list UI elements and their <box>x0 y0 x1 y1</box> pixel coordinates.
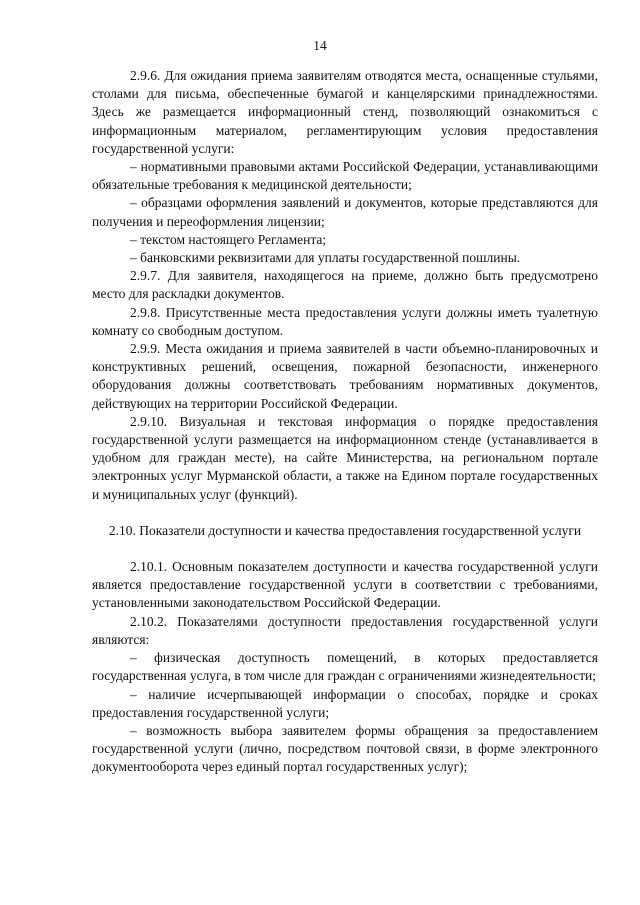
list-item-information-availability: – наличие исчерпывающей информации о способах, порядке и сроках предоставления государственной услуги; <box>92 686 598 720</box>
spacer <box>92 540 598 558</box>
paragraph-2-10-1: 2.10.1. Основным показателем доступности и качества государственной услуги является предоставление государственной услуги в соответствии с требованиями, установленными законодательством Российской Федерации. <box>92 559 598 611</box>
list-item-physical-accessibility: – физическая доступность помещений, в которых предоставляется государственная услуга, в том числе для граждан с ограничениями жизнедеятельности; <box>92 650 598 684</box>
paragraph-2-9-8: 2.9.8. Присутственные места предоставления услуги должны иметь туалетную комнату со свободным доступом. <box>92 304 598 338</box>
document-body <box>92 67 598 777</box>
list-item-application-form-choice: – возможность выбора заявителем формы обращения за предоставлением государственной услуги (лично, посредством почтовой связи, в форме электронного документооборота через единый портал государственных услуг); <box>92 722 598 775</box>
paragraph-2-10-2: 2.10.2. Показателями доступности предоставления государственной услуги являются: <box>92 613 598 647</box>
paragraph-2-9-6: 2.9.6. Для ожидания приема заявителям отводятся места, оснащенные стульями, столами для письма, обеспеченные бумагой и канцелярскими принадлежностями. Здесь же размещается информационный стенд, позволяющий ознакомиться с информационным материалом, регламентирующим условия предоставления государственной услуги: <box>92 68 598 156</box>
page-number: 14 <box>313 38 327 53</box>
paragraph-2-9-7: 2.9.7. Для заявителя, находящегося на приеме, должно быть предусмотрено место для раскладки документов. <box>92 268 598 302</box>
list-item-normative-acts: – нормативными правовыми актами Российской Федерации, устанавливающими обязательные требования к медицинской деятельности; <box>92 159 598 193</box>
list-item-bank-details: – банковскими реквизитами для уплаты государственной пошлины. <box>130 250 521 266</box>
section-heading-2-10: 2.10. Показатели доступности и качества предоставления государственной услуги <box>108 522 582 538</box>
list-item-regulation-text: – текстом настоящего Регламента; <box>130 231 327 247</box>
spacer <box>92 504 598 522</box>
list-item-application-samples: – образцами оформления заявлений и документов, которые представляются для получения и переоформления лицензии; <box>92 195 598 229</box>
paragraph-2-9-10: 2.9.10. Визуальная и текстовая информация о порядке предоставления государственной услуги размещается на информационном стенде (устанавливается в удобном для граждан месте), на сайте Министерства, на региональном портале электронных услуг Мурманской области, а также на Едином портале государственных и муниципальных услуг (функций). <box>92 413 598 502</box>
paragraph-2-9-9: 2.9.9. Места ожидания и приема заявителей в части объемно-планировочных и конструктивных решений, освещения, пожарной безопасности, инженерного оборудования должны соответствовать требованиям нормативных документов, действующих на территории Российской Федерации. <box>92 341 598 411</box>
